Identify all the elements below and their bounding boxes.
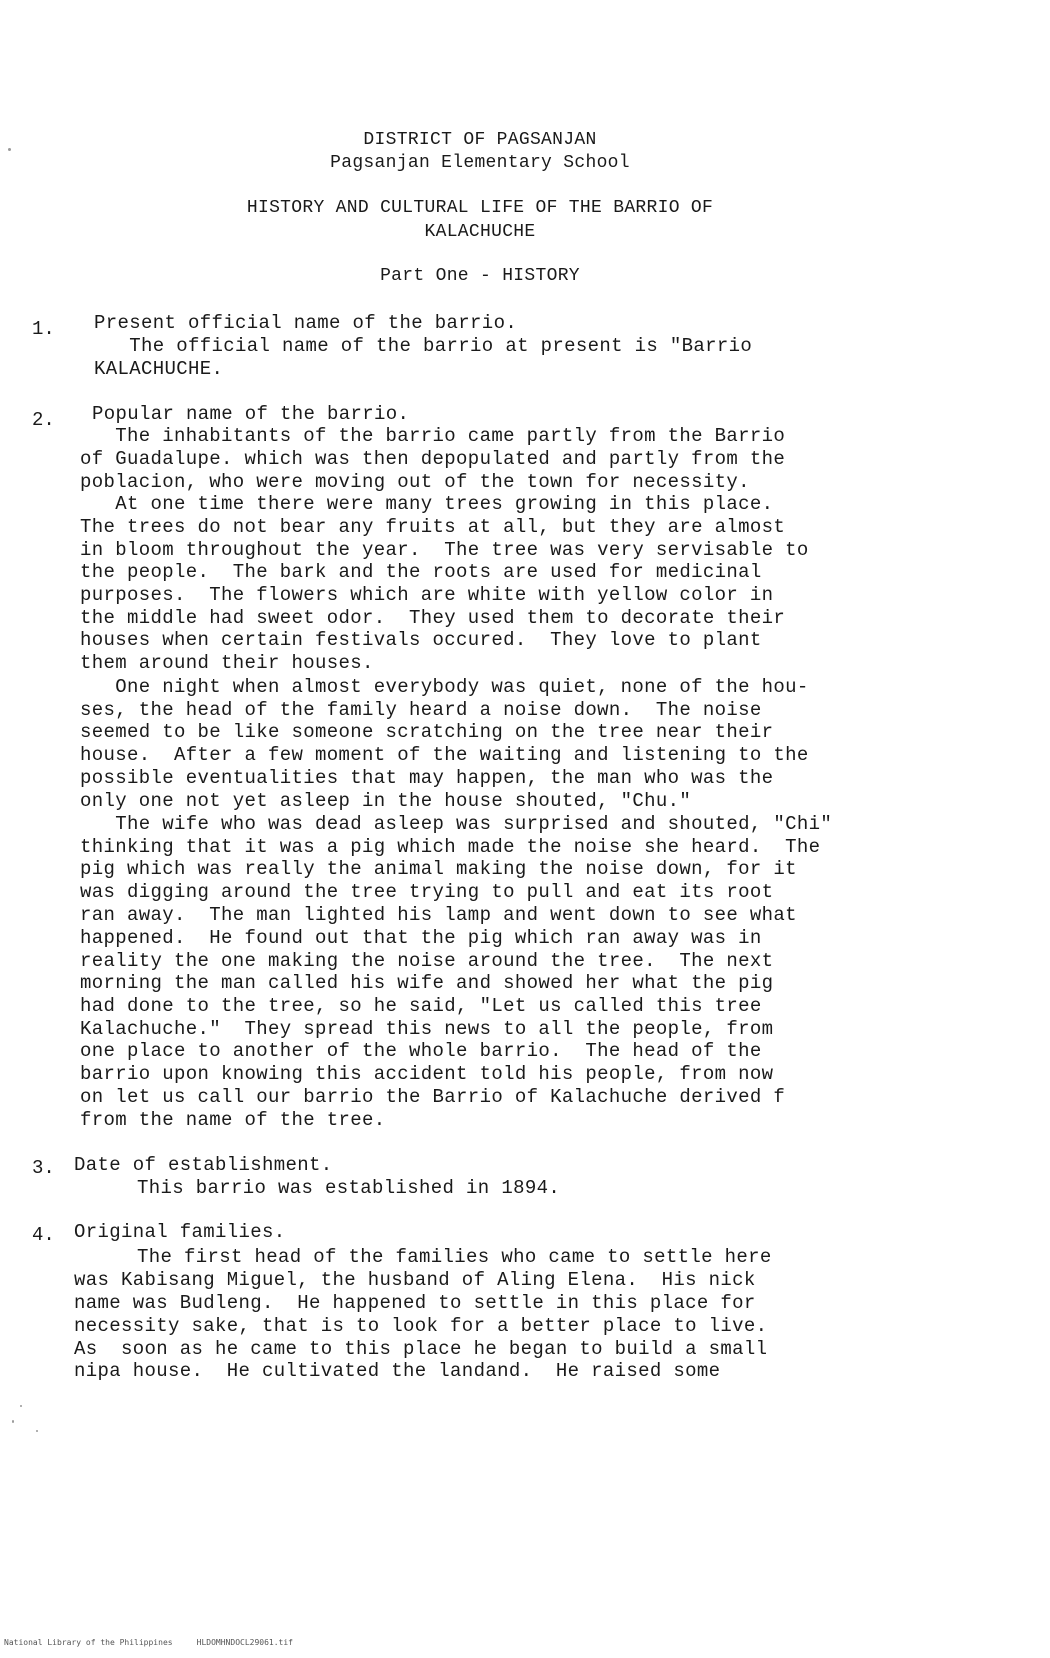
section-heading: Original families. xyxy=(74,1221,286,1243)
body-line: on let us call our barrio the Barrio of Kalachuche derived f xyxy=(80,1086,786,1108)
body-line: of Guadalupe. which was then depopulated and partly from the xyxy=(80,448,786,470)
body-line: only one not yet asleep in the house shouted, "Chu." xyxy=(80,790,692,812)
body-line: reality the one making the noise around the tree. The next xyxy=(80,950,774,972)
section-heading: Popular name of the barrio. xyxy=(92,403,410,425)
body-line: houses when certain festivals occured. They love to plant xyxy=(80,629,762,651)
section-heading: Present official name of the barrio. xyxy=(94,312,518,334)
district-heading: DISTRICT OF PAGSANJAN xyxy=(363,130,597,150)
body-line: had done to the tree, so he said, "Let us called this tree xyxy=(80,995,762,1017)
body-line: house. After a few moment of the waiting and listening to the xyxy=(80,744,809,766)
body-line: As soon as he came to this place he began to build a small xyxy=(74,1338,768,1360)
title-line-2: KALACHUCHE xyxy=(424,222,536,242)
body-line: the people. The bark and the roots are used for medicinal xyxy=(80,561,762,583)
body-line: At one time there were many trees growing in this place. xyxy=(80,493,774,515)
body-line: was digging around the tree trying to pull and eat its root xyxy=(80,881,774,903)
scan-speck xyxy=(8,148,11,151)
body-line: them around their houses. xyxy=(80,652,374,674)
body-line: name was Budleng. He happened to settle in this place for xyxy=(74,1292,756,1314)
body-line: was Kabisang Miguel, the husband of Aling Elena. His nick xyxy=(74,1269,756,1291)
body-line: nipa house. He cultivated the landand. He raised some xyxy=(74,1360,721,1382)
school-heading: Pagsanjan Elementary School xyxy=(330,153,630,173)
body-line: The inhabitants of the barrio came partly from the Barrio xyxy=(80,425,786,447)
section-heading: Date of establishment. xyxy=(74,1154,333,1176)
body-line: barrio upon knowing this accident told his people, from now xyxy=(80,1063,774,1085)
body-line: happened. He found out that the pig which ran away was in xyxy=(80,927,762,949)
section-number: 4. xyxy=(32,1224,55,1246)
body-line: The trees do not bear any fruits at all, but they are almost xyxy=(80,516,786,538)
scan-speck xyxy=(36,1430,38,1432)
scan-footer: National Library of the Philippines HLDOMHNDOCL29061.tif xyxy=(4,1638,293,1647)
body-line: the middle had sweet odor. They used them to decorate their xyxy=(80,607,786,629)
section-number: 3. xyxy=(32,1157,55,1179)
section-number: 2. xyxy=(32,409,55,431)
body-line: Kalachuche." They spread this news to all the people, from xyxy=(80,1018,774,1040)
body-line: The wife who was dead asleep was surprised and shouted, "Chi" xyxy=(80,813,833,835)
body-line: necessity sake, that is to look for a better place to live. xyxy=(74,1315,768,1337)
body-line: This barrio was established in 1894. xyxy=(90,1177,561,1199)
part-heading: Part One - HISTORY xyxy=(380,266,580,286)
body-line: thinking that it was a pig which made the noise she heard. The xyxy=(80,836,821,858)
scan-speck xyxy=(20,1405,22,1407)
body-line: possible eventualities that may happen, the man who was the xyxy=(80,767,774,789)
section-number: 1. xyxy=(32,318,55,340)
body-line: from the name of the tree. xyxy=(80,1109,386,1131)
body-line: One night when almost everybody was quiet, none of the hou- xyxy=(80,676,809,698)
body-line: in bloom throughout the year. The tree was very servisable to xyxy=(80,539,809,561)
body-line: ses, the head of the family heard a noise down. The noise xyxy=(80,699,762,721)
body-line: The first head of the families who came to settle here xyxy=(90,1246,772,1268)
body-line: purposes. The flowers which are white with yellow color in xyxy=(80,584,774,606)
body-line: pig which was really the animal making the noise down, for it xyxy=(80,858,797,880)
body-line: morning the man called his wife and showed her what the pig xyxy=(80,972,774,994)
body-line: one place to another of the whole barrio. The head of the xyxy=(80,1040,762,1062)
body-line: poblacion, who were moving out of the town for necessity. xyxy=(80,471,750,493)
body-line: ran away. The man lighted his lamp and went down to see what xyxy=(80,904,797,926)
body-line: seemed to be like someone scratching on the tree near their xyxy=(80,721,774,743)
body-line: KALACHUCHE. xyxy=(94,358,224,380)
title-line-1: HISTORY AND CULTURAL LIFE OF THE BARRIO OF xyxy=(246,198,714,218)
body-line: The official name of the barrio at present is "Barrio xyxy=(94,335,753,357)
scan-speck xyxy=(12,1420,14,1423)
